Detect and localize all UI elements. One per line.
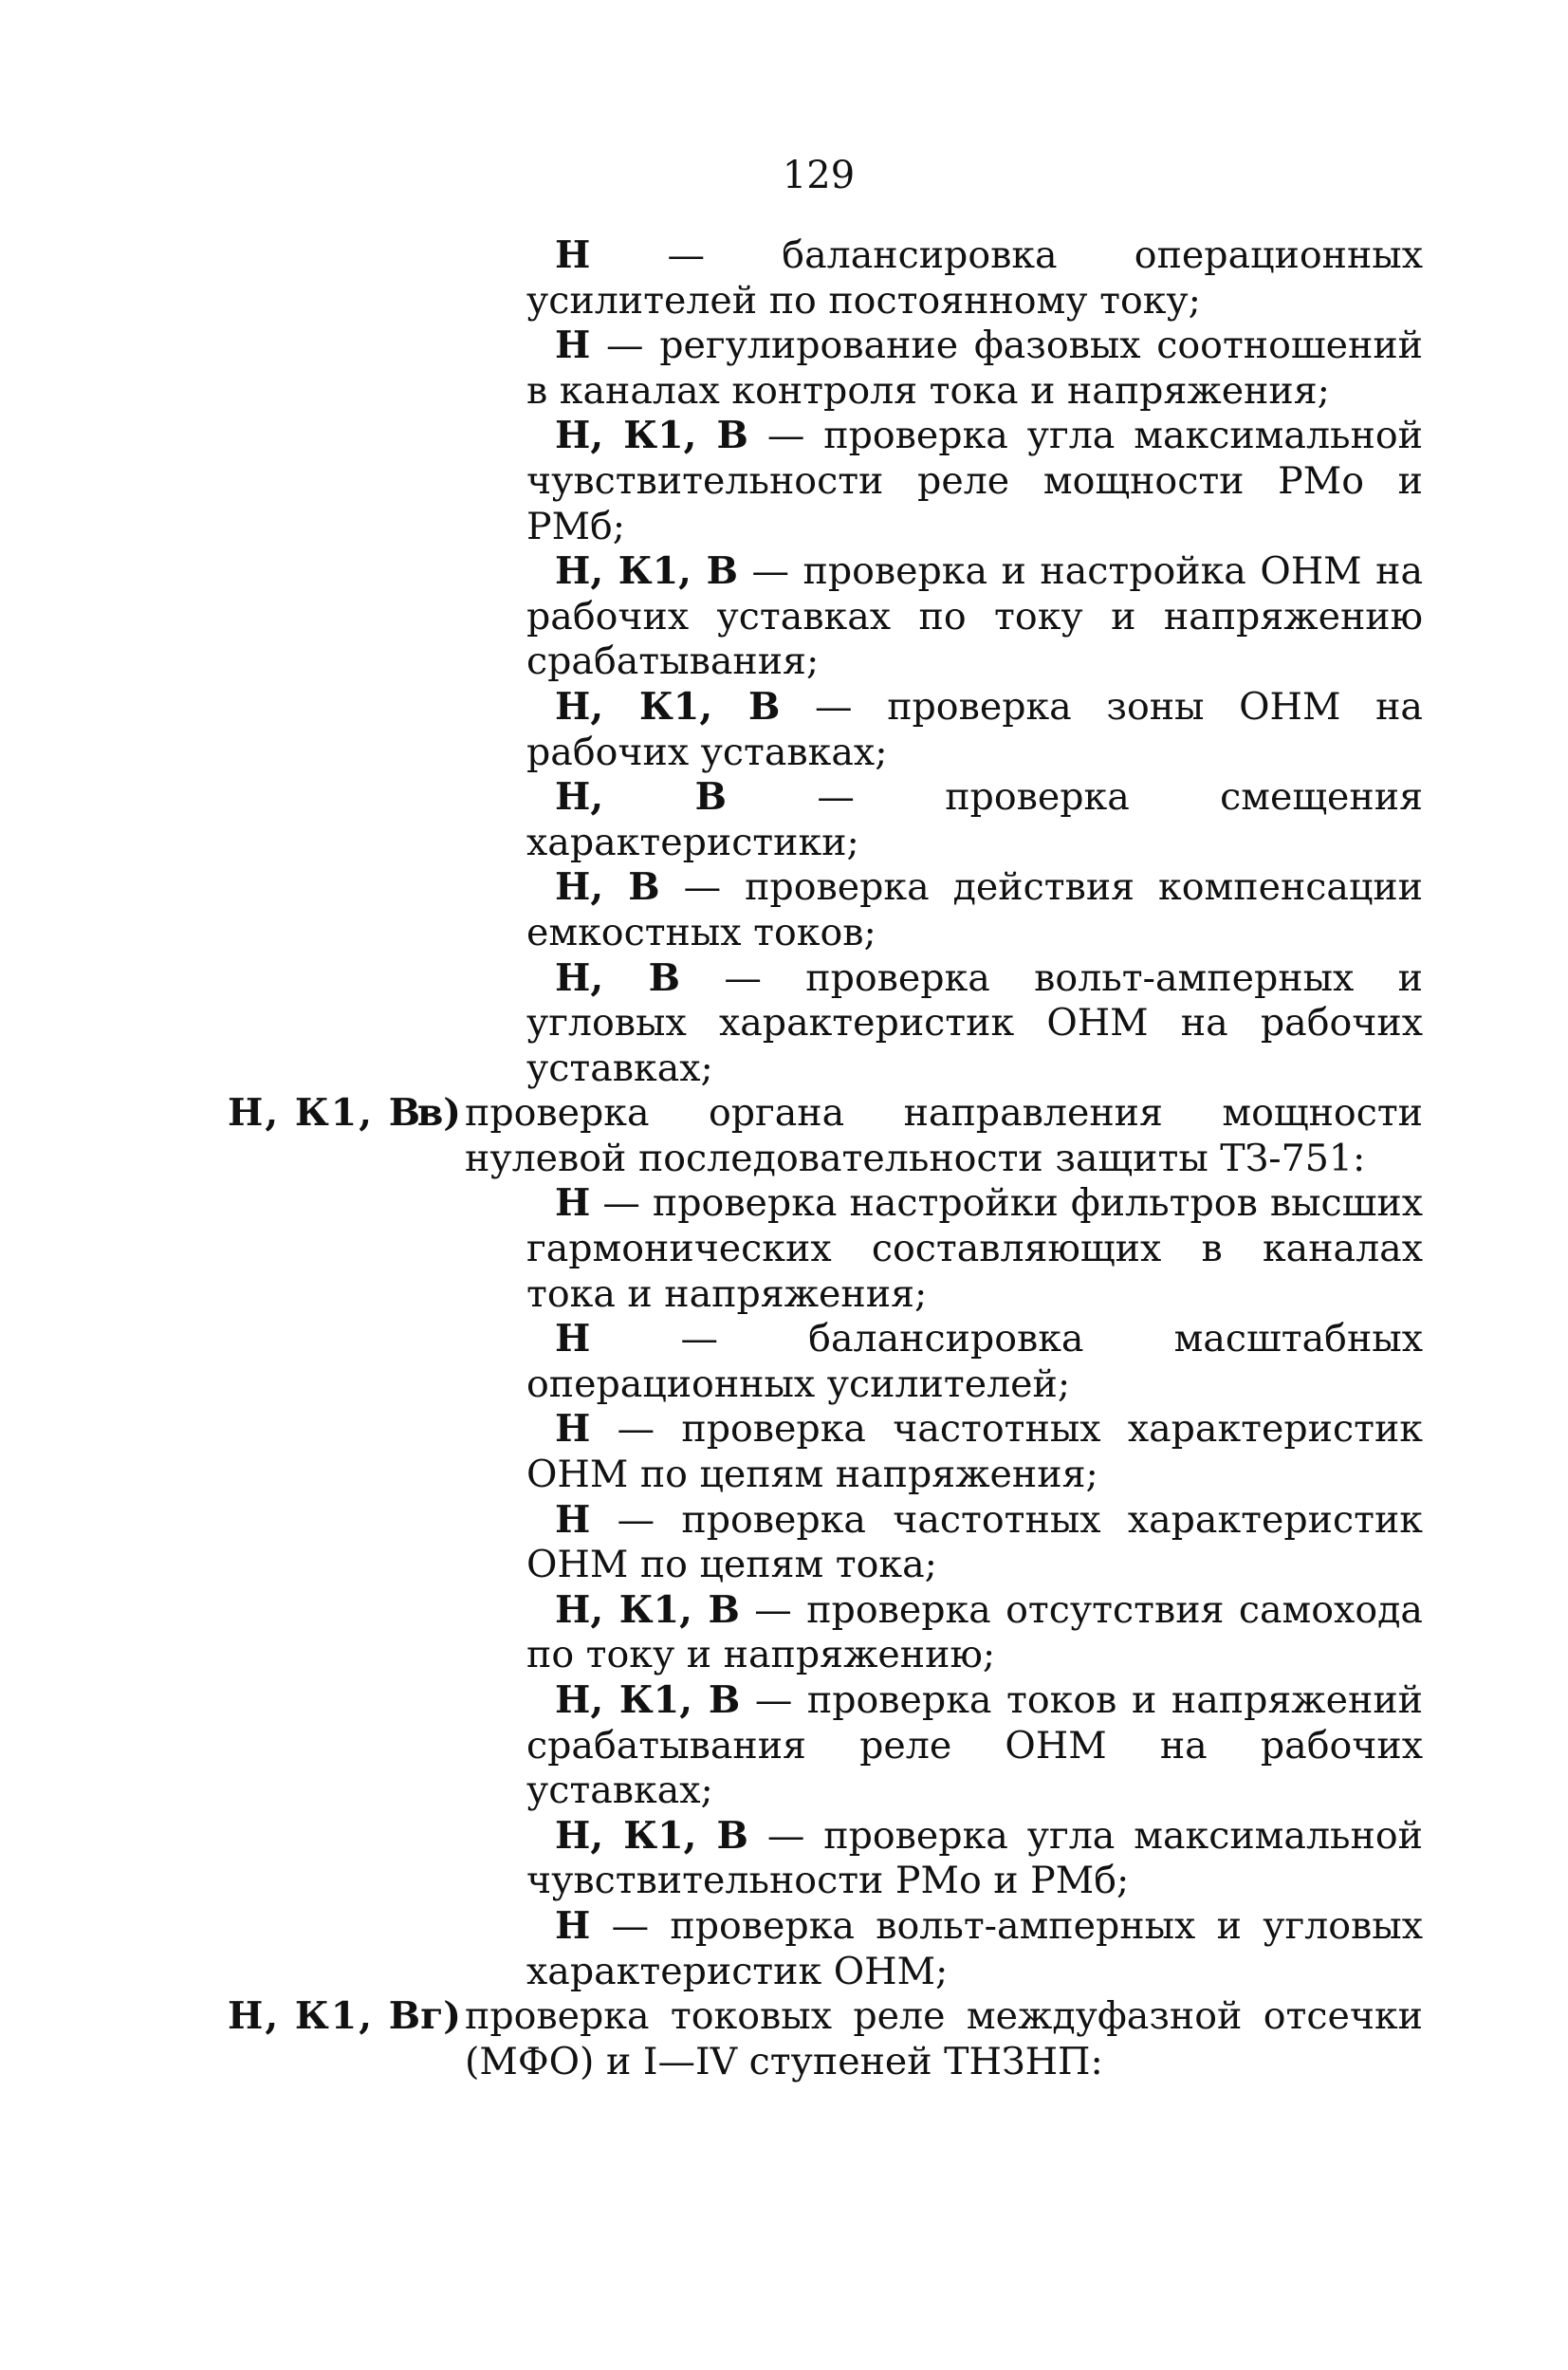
item-code: Н, К1, В <box>555 1587 740 1632</box>
list-item <box>526 233 1423 324</box>
item-code: Н <box>555 233 591 277</box>
side-code: Н, К1, В <box>228 1994 423 2039</box>
item-text: — проверка частотных характеристик ОНМ по цепям напряжения; <box>526 1407 1423 1497</box>
item-code: Н, К1, В <box>555 414 748 458</box>
side-code: Н, К1, В <box>228 1091 423 1136</box>
item-text: — проверка зоны ОНМ на рабочих уставках; <box>526 684 1423 774</box>
item-code: Н <box>555 1317 591 1361</box>
item-text: — проверка и настройка ОНМ на рабочих уставках по току и напряжению срабатывания; <box>526 549 1423 684</box>
item-code: Н, К1, В <box>555 1678 741 1722</box>
item-code: Н, В <box>555 955 681 1000</box>
item-text: — проверка вольт-амперных и угловых характеристик ОНМ на рабочих уставках; <box>526 955 1423 1090</box>
item-text: — проверка вольт-амперных и угловых характеристик ОНМ; <box>526 1903 1423 1993</box>
list-item <box>526 1678 1423 1814</box>
item-list-v <box>228 1181 1423 1994</box>
item-code: Н, В <box>555 775 728 820</box>
item-text: — балансировка масштабных операционных усилителей; <box>526 1317 1423 1406</box>
item-text: — проверка угла максимальной чувствительности реле мощности РМо и РМб; <box>526 414 1423 548</box>
item-code: Н <box>555 1407 591 1452</box>
section-heading: проверка токовых реле междуфазной отсечки (МФО) и I—IV ступеней ТНЗНП: <box>465 1994 1423 2083</box>
item-code: Н <box>555 324 591 368</box>
item-text: — проверка отсутствия самохода по току и напряжению; <box>526 1587 1423 1677</box>
section-v <box>228 1091 1423 1181</box>
section-g <box>228 1994 1423 2084</box>
item-code: Н, К1, В <box>555 549 739 594</box>
item-text: — проверка частотных характеристик ОНМ по цепям тока; <box>526 1497 1423 1587</box>
list-item <box>526 1407 1423 1497</box>
item-code: Н, К1, В <box>555 684 781 729</box>
list-item <box>526 956 1423 1092</box>
item-text: — проверка настройки фильтров высших гармонических составляющих в каналах тока и напряжения; <box>526 1181 1423 1316</box>
item-code: Н, К1, В <box>555 1813 748 1858</box>
item-text: — проверка смещения характеристики; <box>526 775 1423 864</box>
list-item <box>526 685 1423 775</box>
list-item <box>526 1181 1423 1317</box>
list-item <box>526 775 1423 865</box>
item-code: Н <box>555 1497 591 1542</box>
item-text: — балансировка операционных усилителей по постоянному току; <box>526 233 1423 323</box>
list-item <box>526 1317 1423 1407</box>
section-marker: в) <box>416 1091 461 1136</box>
section-heading: проверка органа направления мощности нулевой последовательности защиты ТЗ-751: <box>465 1091 1423 1180</box>
list-item <box>526 1498 1423 1588</box>
list-item <box>526 1814 1423 1904</box>
list-item <box>526 549 1423 685</box>
item-code: Н, В <box>555 865 660 910</box>
item-code: Н <box>555 1181 591 1226</box>
item-text: — проверка токов и напряжений срабатывания реле ОНМ на рабочих уставках; <box>526 1678 1423 1813</box>
item-code: Н <box>555 1903 591 1948</box>
item-list-top <box>228 233 1423 1091</box>
list-item <box>526 324 1423 414</box>
list-item <box>526 1904 1423 1994</box>
section-marker: г) <box>420 1994 461 2039</box>
page-content <box>228 233 1423 2084</box>
item-text: — регулирование фазовых соотношений в каналах контроля тока и напряжения; <box>526 324 1423 413</box>
section-v-body <box>408 1091 1423 1181</box>
section-g-body <box>408 1994 1423 2084</box>
list-item <box>526 414 1423 549</box>
item-text: — проверка угла максимальной чувствительности РМо и РМб; <box>526 1813 1423 1903</box>
list-item <box>526 1588 1423 1678</box>
item-text: — проверка действия компенсации емкостных токов; <box>526 865 1424 954</box>
list-item <box>526 865 1423 955</box>
page-number: 129 <box>782 154 856 197</box>
